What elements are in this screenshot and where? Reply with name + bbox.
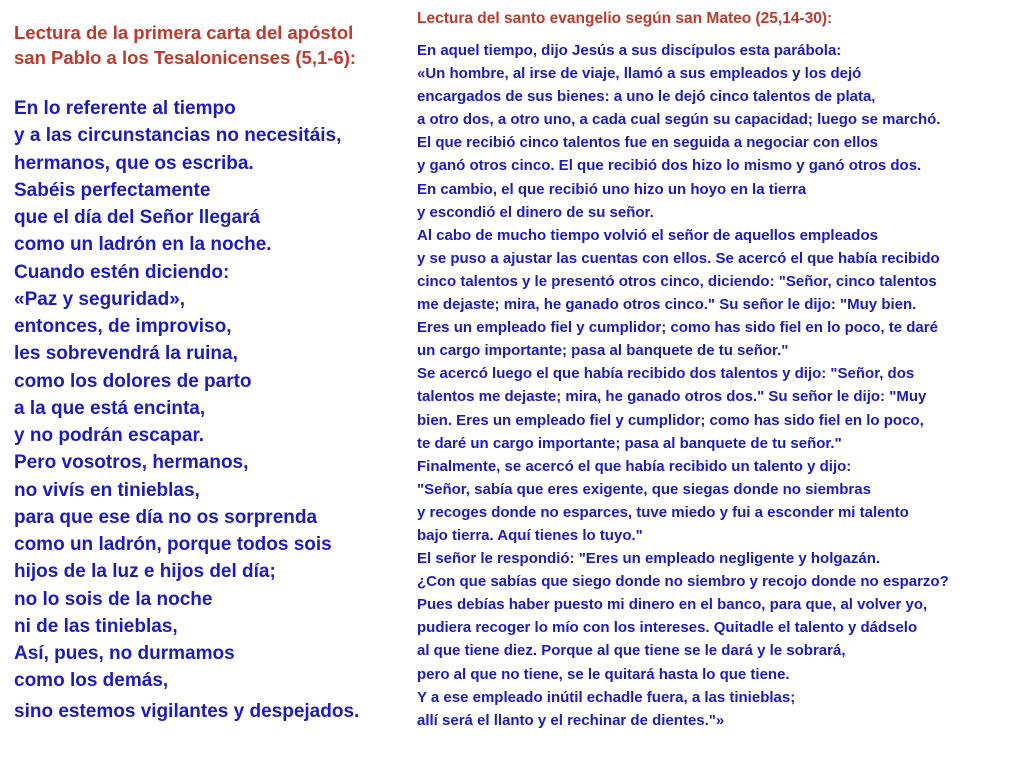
gospel-line: cinco talentos y le presentó otros cinco, diciendo: "Señor, cinco talentos (417, 272, 937, 290)
gospel-line: y ganó otros cinco. El que recibió dos hizo lo mismo y ganó otros dos. (417, 157, 922, 175)
first-reading-line: no lo sois de la noche (14, 588, 213, 610)
gospel-line: al que tiene diez. Porque al que tiene se le dará y le sobrará, (417, 642, 846, 660)
first-reading-text (14, 95, 409, 725)
gospel-line: a otro dos, a otro uno, a cada cual según su capacidad; luego se marchó. (417, 111, 941, 129)
gospel-line: pudiera recoger lo mío con los intereses. Quitadle el talento y dádselo (417, 619, 918, 637)
first-reading-line: hijos de la luz e hijos del día; (14, 561, 276, 583)
first-reading-line: para que ese día no os sorprenda (14, 506, 318, 528)
first-reading-line: ni de las tinieblas, (14, 615, 178, 637)
gospel-line: Finalmente, se acercó el que había recibido un talento y dijo: (417, 457, 852, 475)
first-reading-line: sino estemos vigilantes y despejados. (14, 700, 360, 722)
first-reading-line: En lo referente al tiempo (14, 98, 236, 119)
first-reading-title-line: Lectura de la primera carta del apóstol (14, 22, 354, 43)
gospel-line: te daré un cargo importante; pasa al banquete de tu señor." (417, 434, 842, 452)
first-reading-line: entonces, de improviso, (14, 316, 232, 337)
first-reading-line: y no podrán escapar. (14, 425, 205, 446)
first-reading-line: a la que está encinta, (14, 397, 206, 419)
first-reading-line: como los demás, (14, 670, 169, 692)
first-reading-title (14, 20, 409, 70)
first-reading-line: como los dolores de parto (14, 370, 252, 392)
gospel-line: En aquel tiempo, dijo Jesús a sus discípulos esta parábola: (417, 42, 842, 59)
first-reading-line: Pero vosotros, hermanos, (14, 452, 249, 474)
gospel-line: bien. Eres un empleado fiel y cumplidor; como has sido fiel en lo poco, (417, 411, 924, 429)
first-reading-line: Así, pues, no durmamos (14, 643, 235, 664)
gospel-line: y escondió el dinero de su señor. (417, 203, 654, 221)
first-reading-line: que el día del Señor llegará (14, 207, 261, 228)
first-reading-title-line: san Pablo a los Tesalonicenses (5,1-6): (14, 47, 357, 68)
first-reading-line: les sobrevendrá la ruina, (14, 343, 238, 365)
gospel-line: encargados de sus bienes: a uno le dejó cinco talentos de plata, (417, 88, 876, 106)
gospel-line: «Un hombre, al irse de viaje, llamó a sus empleados y los dejó (417, 65, 862, 83)
gospel-line: y se puso a ajustar las cuentas con ellos. Se acercó el que había recibido (417, 249, 940, 267)
first-reading-line: como un ladrón, porque todos sois (14, 534, 332, 555)
first-reading-line: «Paz y seguridad», (14, 288, 186, 310)
first-reading-column (14, 20, 409, 725)
gospel-line: El señor le respondió: "Eres un empleado negligente y holgazán. (417, 550, 881, 568)
gospel-text (417, 39, 1017, 732)
gospel-line: Se acercó luego el que había recibido dos talentos y dijo: "Señor, dos (417, 365, 915, 383)
gospel-line: bajo tierra. Aquí tienes lo tuyo." (417, 526, 643, 544)
gospel-line: un cargo importante; pasa al banquete de tu señor." (417, 342, 789, 360)
first-reading-line: Sabéis perfectamente (14, 179, 211, 201)
gospel-line: En cambio, el que recibió uno hizo un hoyo en la tierra (417, 180, 807, 198)
first-reading-line: no vivís en tinieblas, (14, 479, 200, 501)
gospel-line: Eres un empleado fiel y cumplidor; como has sido fiel en lo poco, te daré (417, 319, 938, 337)
gospel-line: Y a ese empleado inútil echadle fuera, a las tinieblas; (417, 688, 796, 706)
gospel-line: ¿Con que sabías que siego donde no siembro y recojo donde no esparzo? (417, 573, 949, 591)
gospel-title: Lectura del santo evangelio según san Mateo (25,14-30): (417, 10, 833, 27)
gospel-column (417, 8, 1017, 732)
gospel-line: talentos me dejaste; mira, he ganado otros dos." Su señor le dijo: "Muy (417, 388, 927, 406)
gospel-line: allí será el llanto y el rechinar de dientes."» (417, 711, 725, 729)
gospel-line: El que recibió cinco talentos fue en seguida a negociar con ellos (417, 134, 878, 152)
gospel-line: "Señor, sabía que eres exigente, que siegas donde no siembras (417, 480, 871, 498)
first-reading-line: hermanos, que os escriba. (14, 152, 254, 174)
first-reading-line: y a las circunstancias no necesitáis, (14, 125, 342, 147)
gospel-line: Al cabo de mucho tiempo volvió el señor de aquellos empleados (417, 226, 878, 244)
gospel-line: pero al que no tiene, se le quitará hasta lo que tiene. (417, 665, 790, 683)
first-reading-line: como un ladrón en la noche. (14, 234, 272, 256)
gospel-line: Pues debías haber puesto mi dinero en el banco, para que, al volver yo, (417, 596, 928, 614)
gospel-line: me dejaste; mira, he ganado otros cinco." Su señor le dijo: "Muy bien. (417, 296, 917, 314)
first-reading-line: Cuando estén diciendo: (14, 261, 230, 283)
gospel-line: y recoges donde no esparces, tuve miedo y fui a esconder mi talento (417, 503, 909, 521)
